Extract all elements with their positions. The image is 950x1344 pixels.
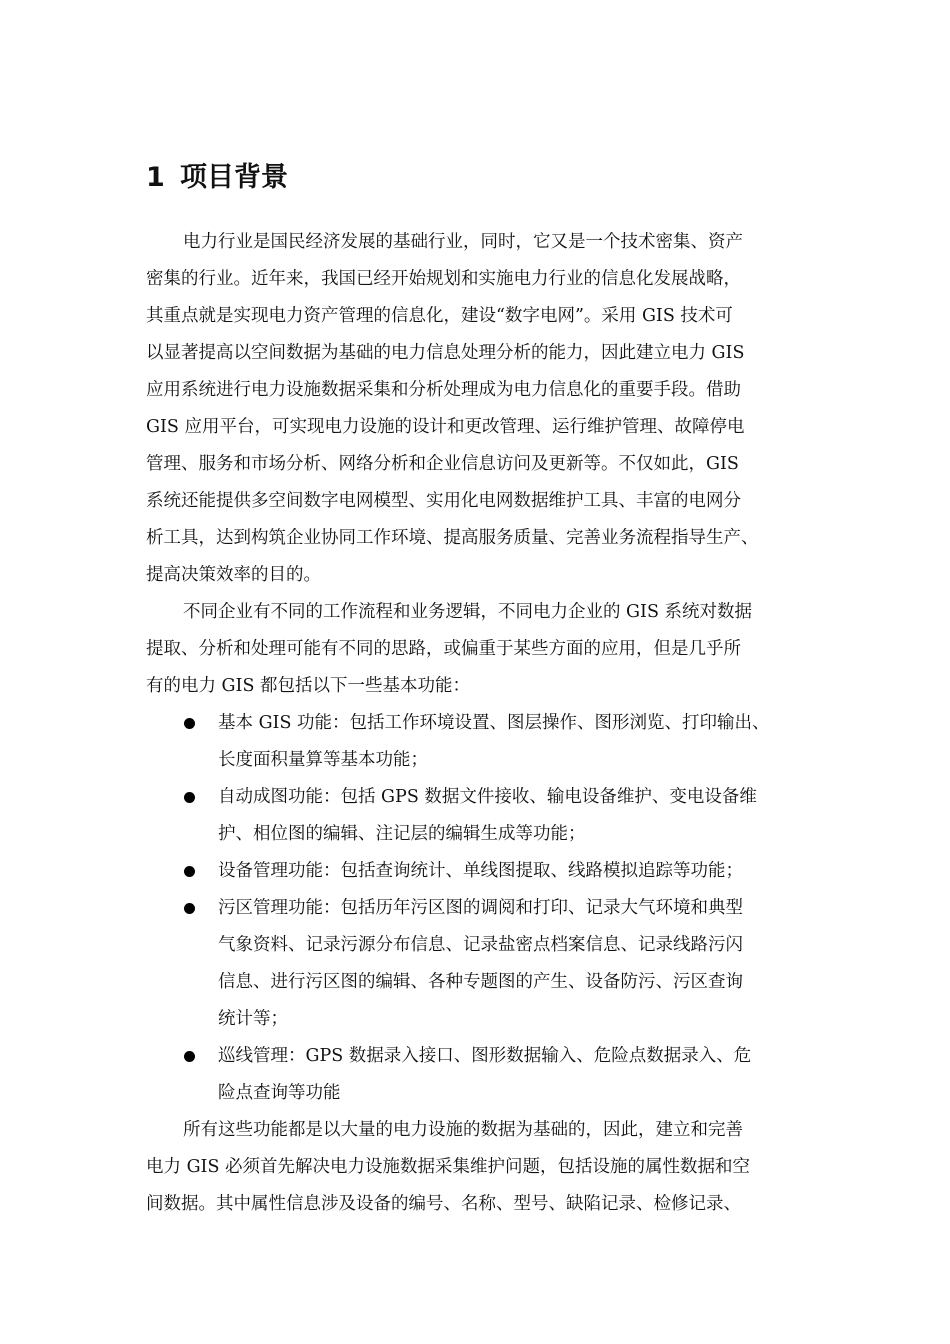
paragraph-line: 密集的行业。近年来，我国已经开始规划和实施电力行业的信息化发展战略， <box>146 269 741 289</box>
list-item-line <box>146 1038 826 1075</box>
paragraph-functions-intro <box>146 594 826 705</box>
body-text <box>146 224 826 1223</box>
paragraph-line: 析工具，达到构筑企业协同工作环境、提高服务质量、完善业务流程指导生产、 <box>146 528 759 548</box>
list-item-line <box>146 779 826 816</box>
list-item-line: 险点查询等功能 <box>218 1083 341 1103</box>
paragraph-line: 间数据。其中属性信息涉及设备的编号、名称、型号、缺陷记录、检修记录、 <box>146 1194 741 1214</box>
list-item-line: 信息、进行污区图的编辑、各种专题图的产生、设备防污、污区查询 <box>218 972 743 992</box>
section-title: 项目背景 <box>180 162 288 193</box>
list-item <box>146 705 826 779</box>
paragraph-line: 提高决策效率的目的。 <box>146 565 321 585</box>
paragraph-line: 电力 GIS 必须首先解决电力设施数据采集维护问题，包括设施的属性数据和空 <box>146 1157 751 1177</box>
paragraph-line: 以显著提高以空间数据为基础的电力信息处理分析的能力，因此建立电力 GIS <box>146 343 745 363</box>
paragraph-line: 提取、分析和处理可能有不同的思路，或偏重于某些方面的应用，但是几乎所 <box>146 639 741 659</box>
list-item <box>146 1038 826 1112</box>
list-item-text: 污区管理功能：包括历年污区图的调阅和打印、记录大气环境和典型 <box>218 898 743 918</box>
list-item <box>146 853 826 890</box>
bullet-dot-icon <box>184 903 195 914</box>
list-item-line <box>146 705 826 742</box>
bullet-dot-icon <box>184 866 195 877</box>
list-item-line <box>146 890 826 927</box>
list-item-text: 自动成图功能：包括 GPS 数据文件接收、输电设备维护、变电设备维 <box>218 787 757 807</box>
section-number: 1 <box>146 162 165 193</box>
paragraph-line: 管理、服务和市场分析、网络分析和企业信息访问及更新等。不仅如此，GIS <box>146 454 739 474</box>
paragraph-line: 不同企业有不同的工作流程和业务逻辑，不同电力企业的 GIS 系统对数据 <box>183 602 753 622</box>
list-item-line: 气象资料、记录污源分布信息、记录盐密点档案信息、记录线路污闪 <box>218 935 743 955</box>
list-item-line <box>146 853 826 890</box>
list-item <box>146 890 826 1038</box>
list-item-text: 基本 GIS 功能：包括工作环境设置、图层操作、图形浏览、打印输出、 <box>218 713 770 733</box>
paragraph-line: 所有这些功能都是以大量的电力设施的数据为基础的，因此，建立和完善 <box>183 1120 743 1140</box>
bullet-dot-icon <box>184 1051 195 1062</box>
paragraph-line: 应用系统进行电力设施数据采集和分析处理成为电力信息化的重要手段。借助 <box>146 380 741 400</box>
bullet-dot-icon <box>184 792 195 803</box>
paragraph-line: 电力行业是国民经济发展的基础行业，同时，它又是一个技术密集、资产 <box>183 232 743 252</box>
paragraph-line: 系统还能提供多空间数字电网模型、实用化电网数据维护工具、丰富的电网分 <box>146 491 741 511</box>
list-item-line: 长度面积量算等基本功能； <box>218 750 428 770</box>
paragraph-background <box>146 224 826 594</box>
paragraph-data-collection <box>146 1112 826 1223</box>
paragraph-line: GIS 应用平台，可实现电力设施的设计和更改管理、运行维护管理、故障停电 <box>146 417 745 437</box>
list-item <box>146 779 826 853</box>
list-item-text: 巡线管理：GPS 数据录入接口、图形数据输入、危险点数据录入、危 <box>218 1046 752 1066</box>
paragraph-line: 其重点就是实现电力资产管理的信息化，建设“数字电网”。采用 GIS 技术可 <box>146 306 733 326</box>
list-item-text: 设备管理功能：包括查询统计、单线图提取、线路模拟追踪等功能； <box>218 861 743 881</box>
list-item-line: 护、相位图的编辑、注记层的编辑生成等功能； <box>218 824 586 844</box>
list-item-line: 统计等； <box>218 1009 288 1029</box>
paragraph-line: 有的电力 GIS 都包括以下一些基本功能： <box>146 676 471 696</box>
section-heading <box>146 160 288 196</box>
function-list <box>146 705 826 1112</box>
bullet-dot-icon <box>184 718 195 729</box>
